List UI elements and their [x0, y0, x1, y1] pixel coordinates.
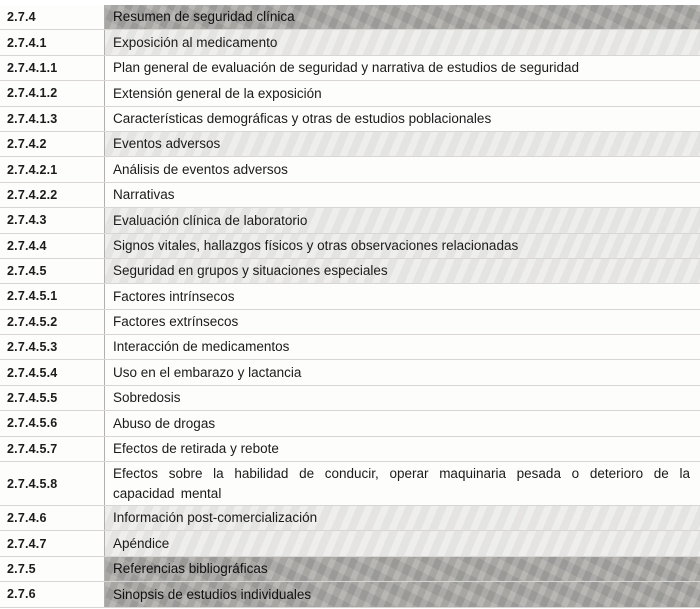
section-title: Factores extrínsecos — [113, 314, 239, 330]
section-title-cell — [105, 132, 700, 156]
section-number: 2.7.4.5.5 — [0, 386, 105, 410]
toc-row — [0, 284, 700, 309]
toc-row — [0, 310, 700, 335]
toc-row — [0, 81, 700, 106]
section-title: Características demográficas y otras de estudios poblacionales — [113, 110, 492, 126]
section-title-cell — [105, 462, 700, 505]
section-number: 2.7.4.2.1 — [0, 157, 105, 181]
toc-row — [0, 56, 700, 81]
toc-row — [0, 557, 700, 582]
section-number: 2.7.4.7 — [0, 531, 105, 555]
section-title-cell — [105, 506, 700, 530]
section-number: 2.7.4.1.2 — [0, 81, 105, 105]
toc-row — [0, 132, 700, 157]
toc-row — [0, 462, 700, 506]
section-number: 2.7.4.5 — [0, 259, 105, 283]
section-title-cell — [105, 259, 700, 283]
section-number: 2.7.4.2 — [0, 132, 105, 156]
toc-row — [0, 107, 700, 132]
section-title-cell — [105, 30, 700, 54]
section-title-cell — [105, 5, 700, 29]
toc-row — [0, 30, 700, 55]
section-number: 2.7.4.1.1 — [0, 56, 105, 80]
section-title: Eventos adversos — [113, 136, 221, 152]
section-number: 2.7.5 — [0, 557, 105, 581]
toc-row — [0, 234, 700, 259]
toc-row — [0, 437, 700, 462]
section-number: 2.7.4.2.2 — [0, 183, 105, 207]
section-title-cell — [105, 531, 700, 555]
section-title-cell — [105, 437, 700, 461]
toc-row — [0, 531, 700, 556]
section-title: Narrativas — [113, 187, 175, 203]
section-title: Apéndice — [113, 535, 170, 551]
section-title-cell — [105, 386, 700, 410]
section-title-cell — [105, 582, 700, 606]
section-title: Información post-comercialización — [113, 510, 318, 526]
section-title: Análisis de eventos adversos — [113, 161, 288, 177]
section-number: 2.7.4.5.7 — [0, 437, 105, 461]
section-title-cell — [105, 335, 700, 359]
toc-row — [0, 259, 700, 284]
section-title: Sinopsis de estudios individuales — [113, 586, 312, 602]
section-number: 2.7.6 — [0, 582, 105, 606]
section-title: Factores intrínsecos — [113, 288, 235, 304]
section-number: 2.7.4.5.1 — [0, 284, 105, 308]
section-title-cell — [105, 310, 700, 334]
section-title-cell — [105, 81, 700, 105]
section-title-cell — [105, 557, 700, 581]
section-title-cell — [105, 234, 700, 258]
toc-row — [0, 360, 700, 385]
section-title-cell — [105, 284, 700, 308]
section-title: Plan general de evaluación de seguridad y narrativa de estudios de seguridad — [113, 60, 580, 76]
section-title: Evaluación clínica de laboratorio — [113, 212, 308, 228]
section-title: Abuso de drogas — [113, 415, 216, 431]
section-number: 2.7.4.5.2 — [0, 310, 105, 334]
section-number: 2.7.4.5.8 — [0, 462, 105, 505]
section-title: Interacción de medicamentos — [113, 339, 290, 355]
toc-row — [0, 5, 700, 30]
section-title: Efectos sobre la habilidad de conducir, operar maquinaria pesada o deterioro de la capacidad mental — [113, 465, 690, 501]
section-title: Extensión general de la exposición — [113, 85, 322, 101]
section-title-cell — [105, 157, 700, 181]
section-title-cell — [105, 208, 700, 232]
section-number: 2.7.4.4 — [0, 234, 105, 258]
section-number: 2.7.4.1 — [0, 30, 105, 54]
toc-table — [0, 5, 700, 608]
section-title-cell — [105, 360, 700, 384]
section-title: Efectos de retirada y rebote — [113, 441, 279, 457]
toc-row — [0, 208, 700, 233]
section-title-cell — [105, 183, 700, 207]
section-title-cell — [105, 56, 700, 80]
toc-row — [0, 157, 700, 182]
toc-row — [0, 506, 700, 531]
section-number: 2.7.4.3 — [0, 208, 105, 232]
section-number: 2.7.4.5.4 — [0, 360, 105, 384]
toc-row — [0, 335, 700, 360]
section-title: Resumen de seguridad clínica — [113, 9, 295, 25]
section-number: 2.7.4.5.6 — [0, 411, 105, 435]
section-title: Referencias bibliográficas — [113, 561, 268, 577]
section-title: Uso en el embarazo y lactancia — [113, 364, 302, 380]
section-title-cell — [105, 107, 700, 131]
toc-row — [0, 183, 700, 208]
toc-row — [0, 582, 700, 607]
toc-row — [0, 386, 700, 411]
section-title: Exposición al medicamento — [113, 34, 278, 50]
section-number: 2.7.4 — [0, 5, 105, 29]
toc-row — [0, 411, 700, 436]
section-number: 2.7.4.6 — [0, 506, 105, 530]
section-title: Seguridad en grupos y situaciones especiales — [113, 263, 388, 279]
section-number: 2.7.4.1.3 — [0, 107, 105, 131]
section-title: Signos vitales, hallazgos físicos y otras observaciones relacionadas — [113, 237, 519, 253]
section-title: Sobredosis — [113, 390, 181, 406]
section-title-cell — [105, 411, 700, 435]
section-number: 2.7.4.5.3 — [0, 335, 105, 359]
